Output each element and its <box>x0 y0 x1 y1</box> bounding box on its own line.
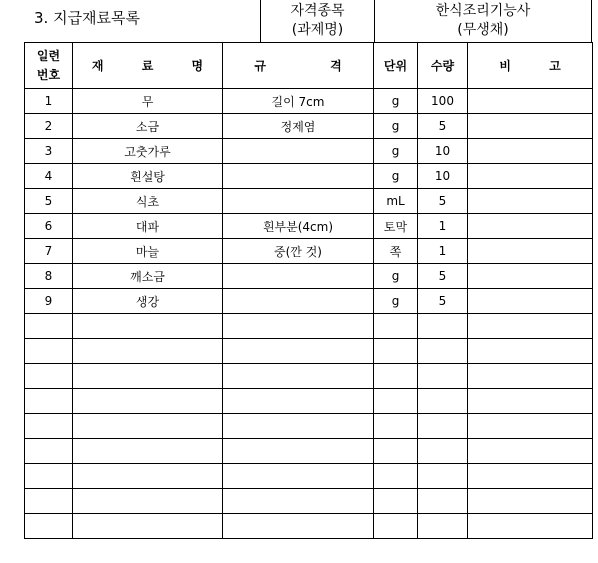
table-row <box>25 514 593 539</box>
cell-unit: g <box>374 139 418 164</box>
cell-number <box>25 414 73 439</box>
cell-spec: 흰부분(4cm) <box>223 214 374 239</box>
table-row <box>25 489 593 514</box>
cell-number: 5 <box>25 189 73 214</box>
cell-number <box>25 489 73 514</box>
cell-spec <box>223 514 374 539</box>
cell-qty: 10 <box>418 139 468 164</box>
materials-table <box>24 42 593 539</box>
cell-qty: 100 <box>418 89 468 114</box>
cell-number <box>25 364 73 389</box>
cell-unit: g <box>374 264 418 289</box>
table-row <box>25 164 593 189</box>
col-header-number <box>25 43 73 89</box>
cell-note <box>468 289 593 314</box>
cell-name: 깨소금 <box>73 264 223 289</box>
cell-number: 6 <box>25 214 73 239</box>
cell-qty <box>418 464 468 489</box>
table-row <box>25 189 593 214</box>
qualification-label-line1: 자격종목 <box>290 3 345 19</box>
cell-qty: 5 <box>418 264 468 289</box>
cell-qty <box>418 489 468 514</box>
qualification-value-line2: (무생채) <box>457 22 509 38</box>
col-header-spec: 규 격 <box>223 43 374 89</box>
cell-unit: g <box>374 289 418 314</box>
cell-spec <box>223 389 374 414</box>
cell-note <box>468 189 593 214</box>
cell-unit <box>374 364 418 389</box>
cell-name: 생강 <box>73 289 223 314</box>
cell-name <box>73 489 223 514</box>
cell-unit <box>374 389 418 414</box>
cell-spec <box>223 164 374 189</box>
cell-number: 4 <box>25 164 73 189</box>
cell-number <box>25 314 73 339</box>
table-row <box>25 289 593 314</box>
cell-number: 3 <box>25 139 73 164</box>
cell-unit <box>374 514 418 539</box>
table-row <box>25 414 593 439</box>
cell-note <box>468 139 593 164</box>
cell-name: 소금 <box>73 114 223 139</box>
cell-qty: 5 <box>418 114 468 139</box>
table-row <box>25 314 593 339</box>
cell-spec <box>223 189 374 214</box>
cell-note <box>468 464 593 489</box>
cell-spec <box>223 489 374 514</box>
cell-spec <box>223 264 374 289</box>
cell-note <box>468 414 593 439</box>
cell-name: 무 <box>73 89 223 114</box>
cell-note <box>468 239 593 264</box>
cell-qty: 1 <box>418 239 468 264</box>
qualification-value-line1: 한식조리기능사 <box>435 3 531 19</box>
cell-number: 2 <box>25 114 73 139</box>
cell-qty <box>418 389 468 414</box>
cell-note <box>468 314 593 339</box>
cell-qty <box>418 414 468 439</box>
cell-name <box>73 464 223 489</box>
cell-unit <box>374 314 418 339</box>
cell-name <box>73 414 223 439</box>
cell-note <box>468 339 593 364</box>
cell-qty <box>418 339 468 364</box>
col-header-unit: 단위 <box>374 43 418 89</box>
cell-note <box>468 164 593 189</box>
cell-unit: g <box>374 164 418 189</box>
table-row <box>25 364 593 389</box>
cell-note <box>468 364 593 389</box>
cell-name <box>73 389 223 414</box>
header-border-right <box>591 0 592 42</box>
cell-spec <box>223 289 374 314</box>
cell-qty <box>418 364 468 389</box>
cell-qty <box>418 439 468 464</box>
cell-qty: 5 <box>418 289 468 314</box>
cell-note <box>468 114 593 139</box>
cell-spec <box>223 139 374 164</box>
cell-spec: 길이 7cm <box>223 89 374 114</box>
cell-number <box>25 339 73 364</box>
cell-note <box>468 489 593 514</box>
cell-unit: 토막 <box>374 214 418 239</box>
table-header-row <box>25 43 593 89</box>
cell-note <box>468 439 593 464</box>
table-row <box>25 114 593 139</box>
cell-name <box>73 439 223 464</box>
col-header-number-line2: 번호 <box>36 67 61 82</box>
cell-qty: 1 <box>418 214 468 239</box>
cell-name: 대파 <box>73 214 223 239</box>
table-row <box>25 339 593 364</box>
cell-number: 7 <box>25 239 73 264</box>
cell-spec <box>223 364 374 389</box>
table-row <box>25 214 593 239</box>
cell-name <box>73 314 223 339</box>
cell-name: 식초 <box>73 189 223 214</box>
cell-spec: 중(깐 것) <box>223 239 374 264</box>
table-row <box>25 439 593 464</box>
cell-spec <box>223 314 374 339</box>
col-header-name: 재 료 명 <box>73 43 223 89</box>
cell-unit <box>374 339 418 364</box>
cell-number: 1 <box>25 89 73 114</box>
cell-number <box>25 464 73 489</box>
sheet-title: 3. 지급재료목록 <box>34 9 141 27</box>
cell-number: 9 <box>25 289 73 314</box>
cell-unit <box>374 489 418 514</box>
cell-unit: g <box>374 114 418 139</box>
col-header-qty: 수량 <box>418 43 468 89</box>
cell-note <box>468 514 593 539</box>
cell-unit: mL <box>374 189 418 214</box>
table-row <box>25 89 593 114</box>
cell-number <box>25 389 73 414</box>
cell-unit <box>374 464 418 489</box>
cell-note <box>468 264 593 289</box>
cell-name: 고춧가루 <box>73 139 223 164</box>
qualification-value <box>375 2 591 40</box>
cell-name <box>73 364 223 389</box>
cell-number <box>25 514 73 539</box>
cell-spec: 정제염 <box>223 114 374 139</box>
cell-note <box>468 214 593 239</box>
cell-spec <box>223 339 374 364</box>
cell-name: 흰설탕 <box>73 164 223 189</box>
qualification-label <box>261 2 374 40</box>
table-row <box>25 264 593 289</box>
cell-note <box>468 389 593 414</box>
table-row <box>25 139 593 164</box>
cell-note <box>468 89 593 114</box>
cell-name <box>73 514 223 539</box>
cell-name: 마늘 <box>73 239 223 264</box>
col-header-note: 비 고 <box>468 43 593 89</box>
cell-name <box>73 339 223 364</box>
sheet-header <box>24 0 592 43</box>
cell-unit: g <box>374 89 418 114</box>
table-row <box>25 464 593 489</box>
col-header-number-line1: 일련 <box>36 48 61 63</box>
table-row <box>25 389 593 414</box>
cell-spec <box>223 464 374 489</box>
cell-number: 8 <box>25 264 73 289</box>
cell-unit <box>374 439 418 464</box>
cell-unit: 쪽 <box>374 239 418 264</box>
cell-qty: 5 <box>418 189 468 214</box>
table-row <box>25 239 593 264</box>
qualification-label-line2: (과제명) <box>291 22 344 38</box>
cell-number <box>25 439 73 464</box>
cell-spec <box>223 439 374 464</box>
cell-qty <box>418 514 468 539</box>
cell-unit <box>374 414 418 439</box>
cell-qty <box>418 314 468 339</box>
cell-spec <box>223 414 374 439</box>
cell-qty: 10 <box>418 164 468 189</box>
